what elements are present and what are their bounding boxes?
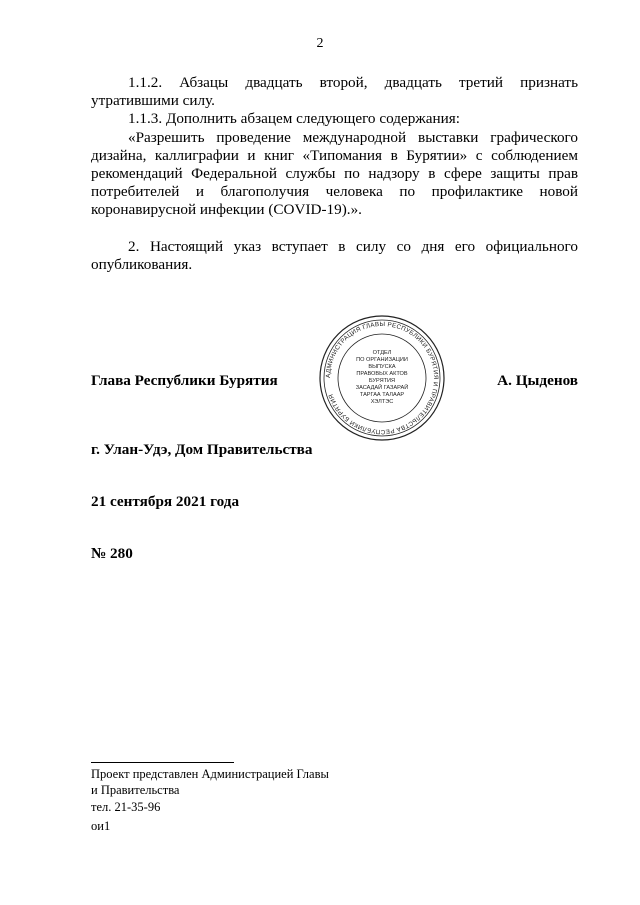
document-code: ои1 bbox=[91, 819, 111, 833]
seal-line: ПО ОРГАНИЗАЦИИ bbox=[356, 357, 408, 363]
place-of-signing: г. Улан-Удэ, Дом Правительства bbox=[91, 441, 313, 458]
footnote-phone: тел. 21-35-96 bbox=[91, 799, 161, 814]
paragraph-1-1-3: 1.1.3. Дополнить абзацем следующего содержания: bbox=[128, 110, 460, 128]
signatory-title: Глава Республики Бурятия bbox=[91, 372, 278, 389]
seal-line: БУРЯТИЯ bbox=[368, 378, 396, 384]
decree-number: № 280 bbox=[91, 545, 133, 562]
seal-line: ВЫПУСКА bbox=[368, 364, 396, 370]
seal-line: ПРАВОВЫХ АКТОВ bbox=[356, 371, 408, 377]
seal-line: ХЭЛТЭС bbox=[370, 399, 394, 405]
footnote-line: Проект представлен Администрацией Главы bbox=[91, 767, 329, 781]
seal-outer-text: АДМИНИСТРАЦИЯ ГЛАВЫ РЕСПУБЛИКИ БУРЯТИЯ И ПРАВИТЕЛЬСТВА РЕСПУБЛИКИ БУРЯТИЯ bbox=[324, 320, 440, 436]
seal-line: ТАРГАА ТАЛААР bbox=[359, 392, 405, 398]
page-number: 2 bbox=[316, 36, 324, 51]
paragraph-2-effective: 2. Настоящий указ вступает в силу со дня его официального опубликования. bbox=[91, 237, 578, 273]
document-body bbox=[91, 74, 578, 274]
seal-line: ЗАСАДАЙ ГАЗАРАЙ bbox=[355, 385, 409, 391]
paragraph-quoted-addition: «Разрешить проведение международной выставки графического дизайна, каллиграфии и книг «Типомания в Бурятии» с соблюдением рекомендаций Федеральной службы по надзору в сфере защиты прав потребителей и благополучия человека по профилактике новой коронавирусной инфекции (COVID-19).». bbox=[91, 128, 578, 219]
footnote-divider bbox=[91, 762, 234, 763]
signatory-name: А. Цыденов bbox=[497, 372, 578, 389]
seal-line: ОТДЕЛ bbox=[372, 350, 392, 356]
footnote-line: и Правительства bbox=[91, 783, 180, 798]
paragraph-1-1-2: 1.1.2. Абзацы двадцать второй, двадцать третий признать утратившими силу. bbox=[91, 74, 578, 110]
official-seal bbox=[318, 314, 446, 442]
footnote bbox=[91, 766, 329, 815]
signing-date: 21 сентября 2021 года bbox=[91, 493, 240, 510]
